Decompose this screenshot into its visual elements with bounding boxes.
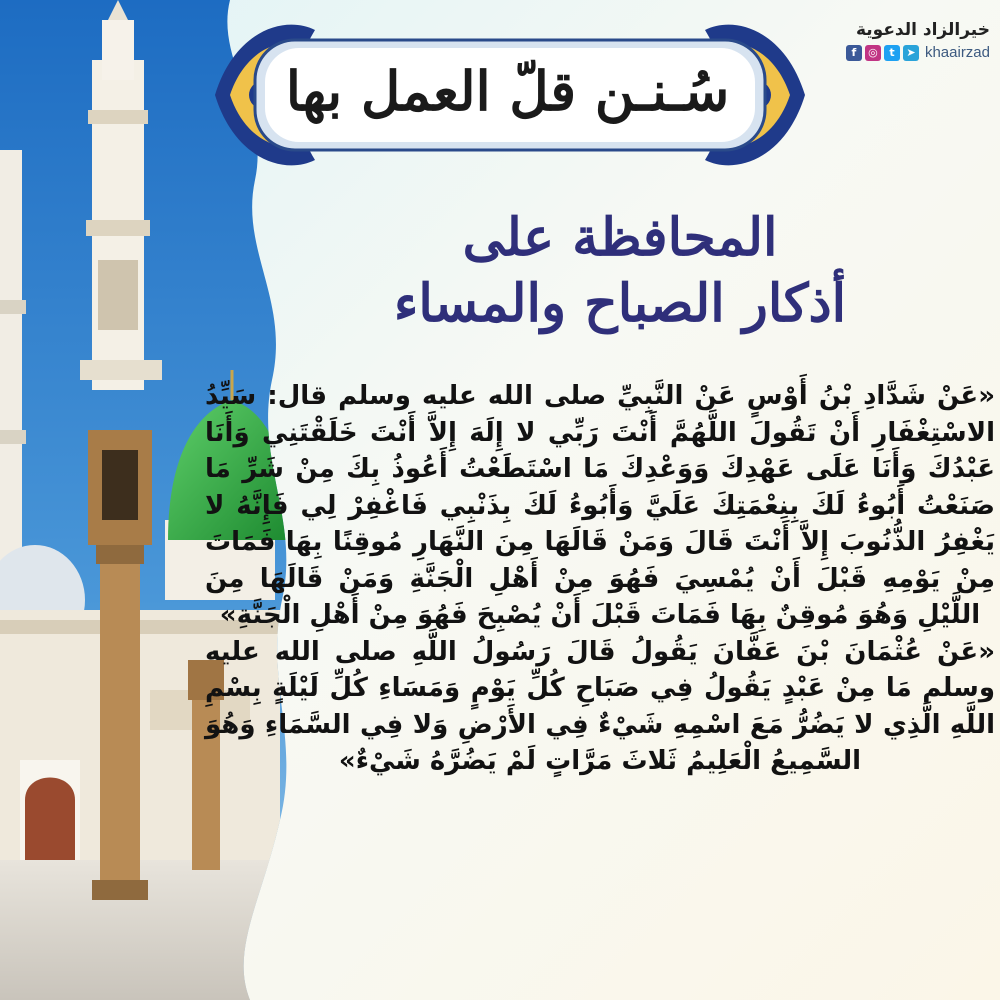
twitter-icon[interactable]: t	[884, 45, 900, 61]
instagram-icon[interactable]: ◎	[865, 45, 881, 61]
telegram-icon[interactable]: ➤	[903, 45, 919, 61]
hadith-first: «عَنْ شَدَّادِ بْنُ أَوْسٍ عَنْ النَّبِيِّ صلى الله عليه وسلم قال: سَيِّدُ الاسْتِغْفَارِ أَنْ تَقُولَ اللَّهُمَّ أَنْتَ رَبِّي لا إِلَهَ إِلاَّ أَنْتَ خَلَقْتَنِي وَأَنَا عَبْدُكَ وَأَنَا عَلَى عَهْدِكَ وَوَعْدِكَ مَا اسْتَطَعْتُ أَعُوذُ بِكَ مِنْ شَرِّ مَا صَنَعْتُ أَبُوءُ لَكَ بِنِعْمَتِكَ عَلَيَّ وَأَبُوءُ لَكَ بِذَنْبِي فَاغْفِرْ لِي فَإِنَّهُ لا يَغْفِرُ الذُّنُوبَ إِلاَّ أَنْتَ قَالَ وَمَنْ قَالَهَا مِنَ النَّهَارِ مُوقِنًا بِهَا فَمَاتَ مِنْ يَوْمِهِ قَبْلَ أَنْ يُمْسِيَ فَهُوَ مِنْ أَهْلِ الْجَنَّةِ وَمَنْ قَالَهَا مِنَ اللَّيْلِ وَهُوَ مُوقِنٌ بِهَا فَمَاتَ قَبْلَ أَنْ يُصْبِحَ فَهُوَ مِنْ أَهْلِ الْجَنَّةِ»	[205, 381, 995, 630]
facebook-icon[interactable]: f	[846, 45, 862, 61]
social-row	[805, 44, 990, 61]
section-heading	[320, 205, 920, 337]
hadith-second: «عَنْ عُثْمَانَ بْنَ عَفَّانَ يَقُولُ قَالَ رَسُولُ اللَّهِ صلى الله عليه وسلم مَا مِنْ عَبْدٍ يَقُولُ فِي صَبَاحِ كُلِّ يَوْمٍ وَمَسَاءِ كُلِّ لَيْلَةٍ بِسْمِ اللَّهِ الَّذِي لا يَضُرُّ مَعَ اسْمِهِ شَيْءٌ فِي الأَرْضِ وَلا فِي السَّمَاءِ وَهُوَ السَّمِيعُ الْعَلِيمُ ثَلاثَ مَرَّاتٍ لَمْ يَضُرَّهُ شَيْءٌ»	[205, 636, 995, 776]
brand-name: خيرالزاد الدعوية	[855, 20, 990, 40]
brand-handle[interactable]: khaairzad	[924, 44, 990, 61]
hadith-text	[205, 378, 995, 993]
heading-line-1: المحافظة على	[462, 207, 778, 268]
brand-block	[805, 20, 990, 61]
heading-line-2: أذكار الصباح والمساء	[393, 273, 847, 334]
banner-title: سُـنـن قلّ العمل بها	[285, 59, 730, 123]
